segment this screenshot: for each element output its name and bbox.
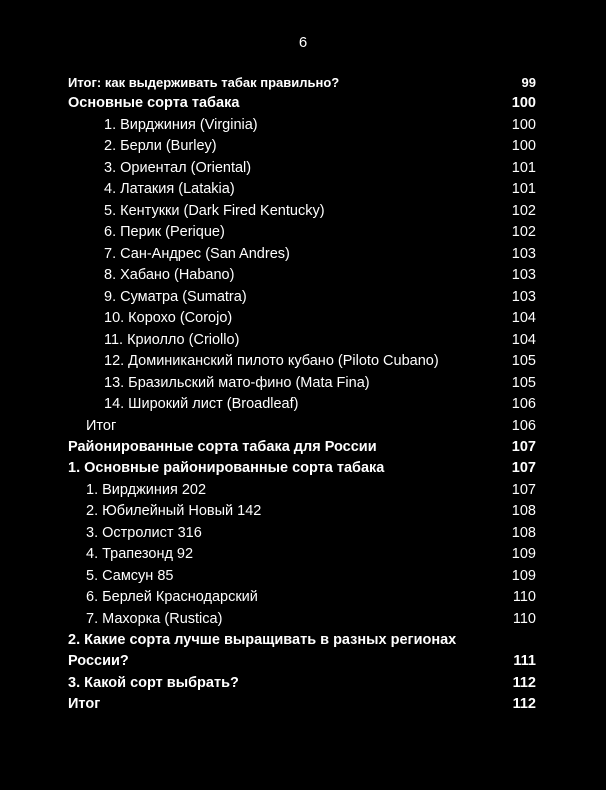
toc-entry-title: Итог — [68, 696, 101, 713]
toc-entry — [68, 287, 536, 309]
toc-entry — [68, 265, 536, 287]
toc-entry-page: 112 — [512, 696, 536, 713]
toc-entry-title: 3. Остролист 316 — [86, 524, 202, 541]
toc-entry — [68, 93, 536, 114]
toc-entry-page: 103 — [511, 267, 536, 284]
toc-entry — [68, 244, 536, 266]
toc-entry-title: 4. Трапезонд 92 — [86, 546, 194, 563]
toc-entry-title: 14. Широкий лист (Broadleaf) — [104, 396, 299, 413]
toc-entry-page: 100 — [511, 116, 536, 133]
toc-entry-page: 101 — [511, 181, 536, 198]
toc-entry-title: Итог — [86, 417, 117, 434]
toc-entry-title: 8. Хабано (Habano) — [104, 267, 235, 284]
toc-entry-page: 105 — [511, 353, 536, 370]
toc-entry — [68, 458, 536, 479]
toc-entry-title: 13. Бразильский мато-фино (Mata Fina) — [104, 374, 370, 391]
toc-entry — [68, 330, 536, 352]
toc-entry-title: Итог: как выдерживать табак правильно? — [68, 75, 340, 90]
toc-entry — [68, 158, 536, 180]
toc-entry-page: 104 — [511, 310, 536, 327]
toc-entry — [68, 630, 536, 673]
toc-entry — [68, 136, 536, 158]
toc-entry-title: 4. Латакия (Latakia) — [104, 181, 235, 198]
toc-entry-page: 112 — [512, 674, 536, 691]
toc-entry — [68, 394, 536, 416]
toc-entry-page: 105 — [511, 374, 536, 391]
toc-entry-title: 7. Махорка (Rustica) — [86, 610, 223, 627]
toc-entry-title: 9. Суматра (Sumatra) — [104, 288, 247, 305]
toc-entry-title: 1. Основные районированные сорта табака — [68, 460, 385, 477]
toc-entry-page: 107 — [511, 439, 536, 456]
toc-entry — [68, 72, 536, 93]
toc-entry — [68, 480, 536, 502]
toc-entry — [68, 222, 536, 244]
page-number: 6 — [298, 34, 308, 51]
toc-entry-page: 108 — [511, 524, 536, 541]
toc-entry-page: 101 — [511, 159, 536, 176]
toc-entry — [68, 587, 536, 609]
toc-entry — [68, 501, 536, 523]
toc-entry — [68, 201, 536, 223]
toc-entry-title: 5. Кентукки (Dark Fired Kentucky) — [104, 202, 325, 219]
toc-entry — [68, 308, 536, 330]
toc-entry-page: 100 — [511, 138, 536, 155]
toc-entry-page: 110 — [512, 610, 536, 627]
toc-entry-title: 6. Берлей Краснодарский — [86, 589, 258, 606]
toc-entry — [68, 566, 536, 588]
toc-entry — [68, 179, 536, 201]
toc-entry-title: 2. Берли (Burley) — [104, 138, 217, 155]
toc-entry — [68, 416, 536, 438]
toc-entry-page: 109 — [511, 567, 536, 584]
toc-entry-page: 108 — [511, 503, 536, 520]
toc-entry — [68, 115, 536, 137]
toc-entry-title: 12. Доминиканский пилото кубано (Piloto Cubano) — [104, 353, 439, 370]
toc-entry-title: 2. Какие сорта лучше выращивать в разных регионах России? — [68, 632, 457, 670]
toc-entry-title: 6. Перик (Perique) — [104, 224, 225, 241]
toc-entry-page: 103 — [511, 245, 536, 262]
toc-entry-page: 106 — [511, 417, 536, 434]
toc-entry — [68, 544, 536, 566]
toc-entry-title: Основные сорта табака — [68, 95, 240, 112]
toc-entry-title: 7. Сан-Андрес (San Andres) — [104, 245, 290, 262]
toc-entry — [68, 673, 536, 694]
table-of-contents — [68, 72, 536, 715]
toc-entry-page: 106 — [511, 396, 536, 413]
toc-entry — [68, 694, 536, 715]
toc-entry-title: 3. Какой сорт выбрать? — [68, 674, 239, 691]
toc-entry-page: 102 — [511, 202, 536, 219]
toc-entry-page: 104 — [511, 331, 536, 348]
toc-entry — [68, 437, 536, 458]
toc-entry — [68, 351, 536, 373]
toc-entry-title: 11. Криолло (Criollo) — [104, 331, 240, 348]
toc-entry-page: 107 — [511, 481, 536, 498]
toc-entry — [68, 609, 536, 631]
toc-entry-title: 5. Самсун 85 — [86, 567, 174, 584]
toc-entry-title: 1. Вирджиния (Virginia) — [104, 116, 258, 133]
toc-entry-page: 110 — [512, 589, 536, 606]
toc-entry — [68, 523, 536, 545]
toc-entry-title: 2. Юбилейный Новый 142 — [86, 503, 262, 520]
toc-entry-page: 111 — [513, 653, 536, 670]
toc-entry-title: 3. Ориентал (Oriental) — [104, 159, 252, 176]
toc-entry-page: 99 — [521, 75, 536, 90]
toc-entry-page: 100 — [511, 95, 536, 112]
toc-entry-title: Районированные сорта табака для России — [68, 439, 377, 456]
toc-entry-title: 10. Корохо (Corojo) — [104, 310, 233, 327]
toc-entry-page: 107 — [511, 460, 536, 477]
toc-entry — [68, 373, 536, 395]
toc-entry-title: 1. Вирджиния 202 — [86, 481, 207, 498]
toc-entry-page: 102 — [511, 224, 536, 241]
toc-entry-page: 109 — [511, 546, 536, 563]
toc-entry-page: 103 — [511, 288, 536, 305]
